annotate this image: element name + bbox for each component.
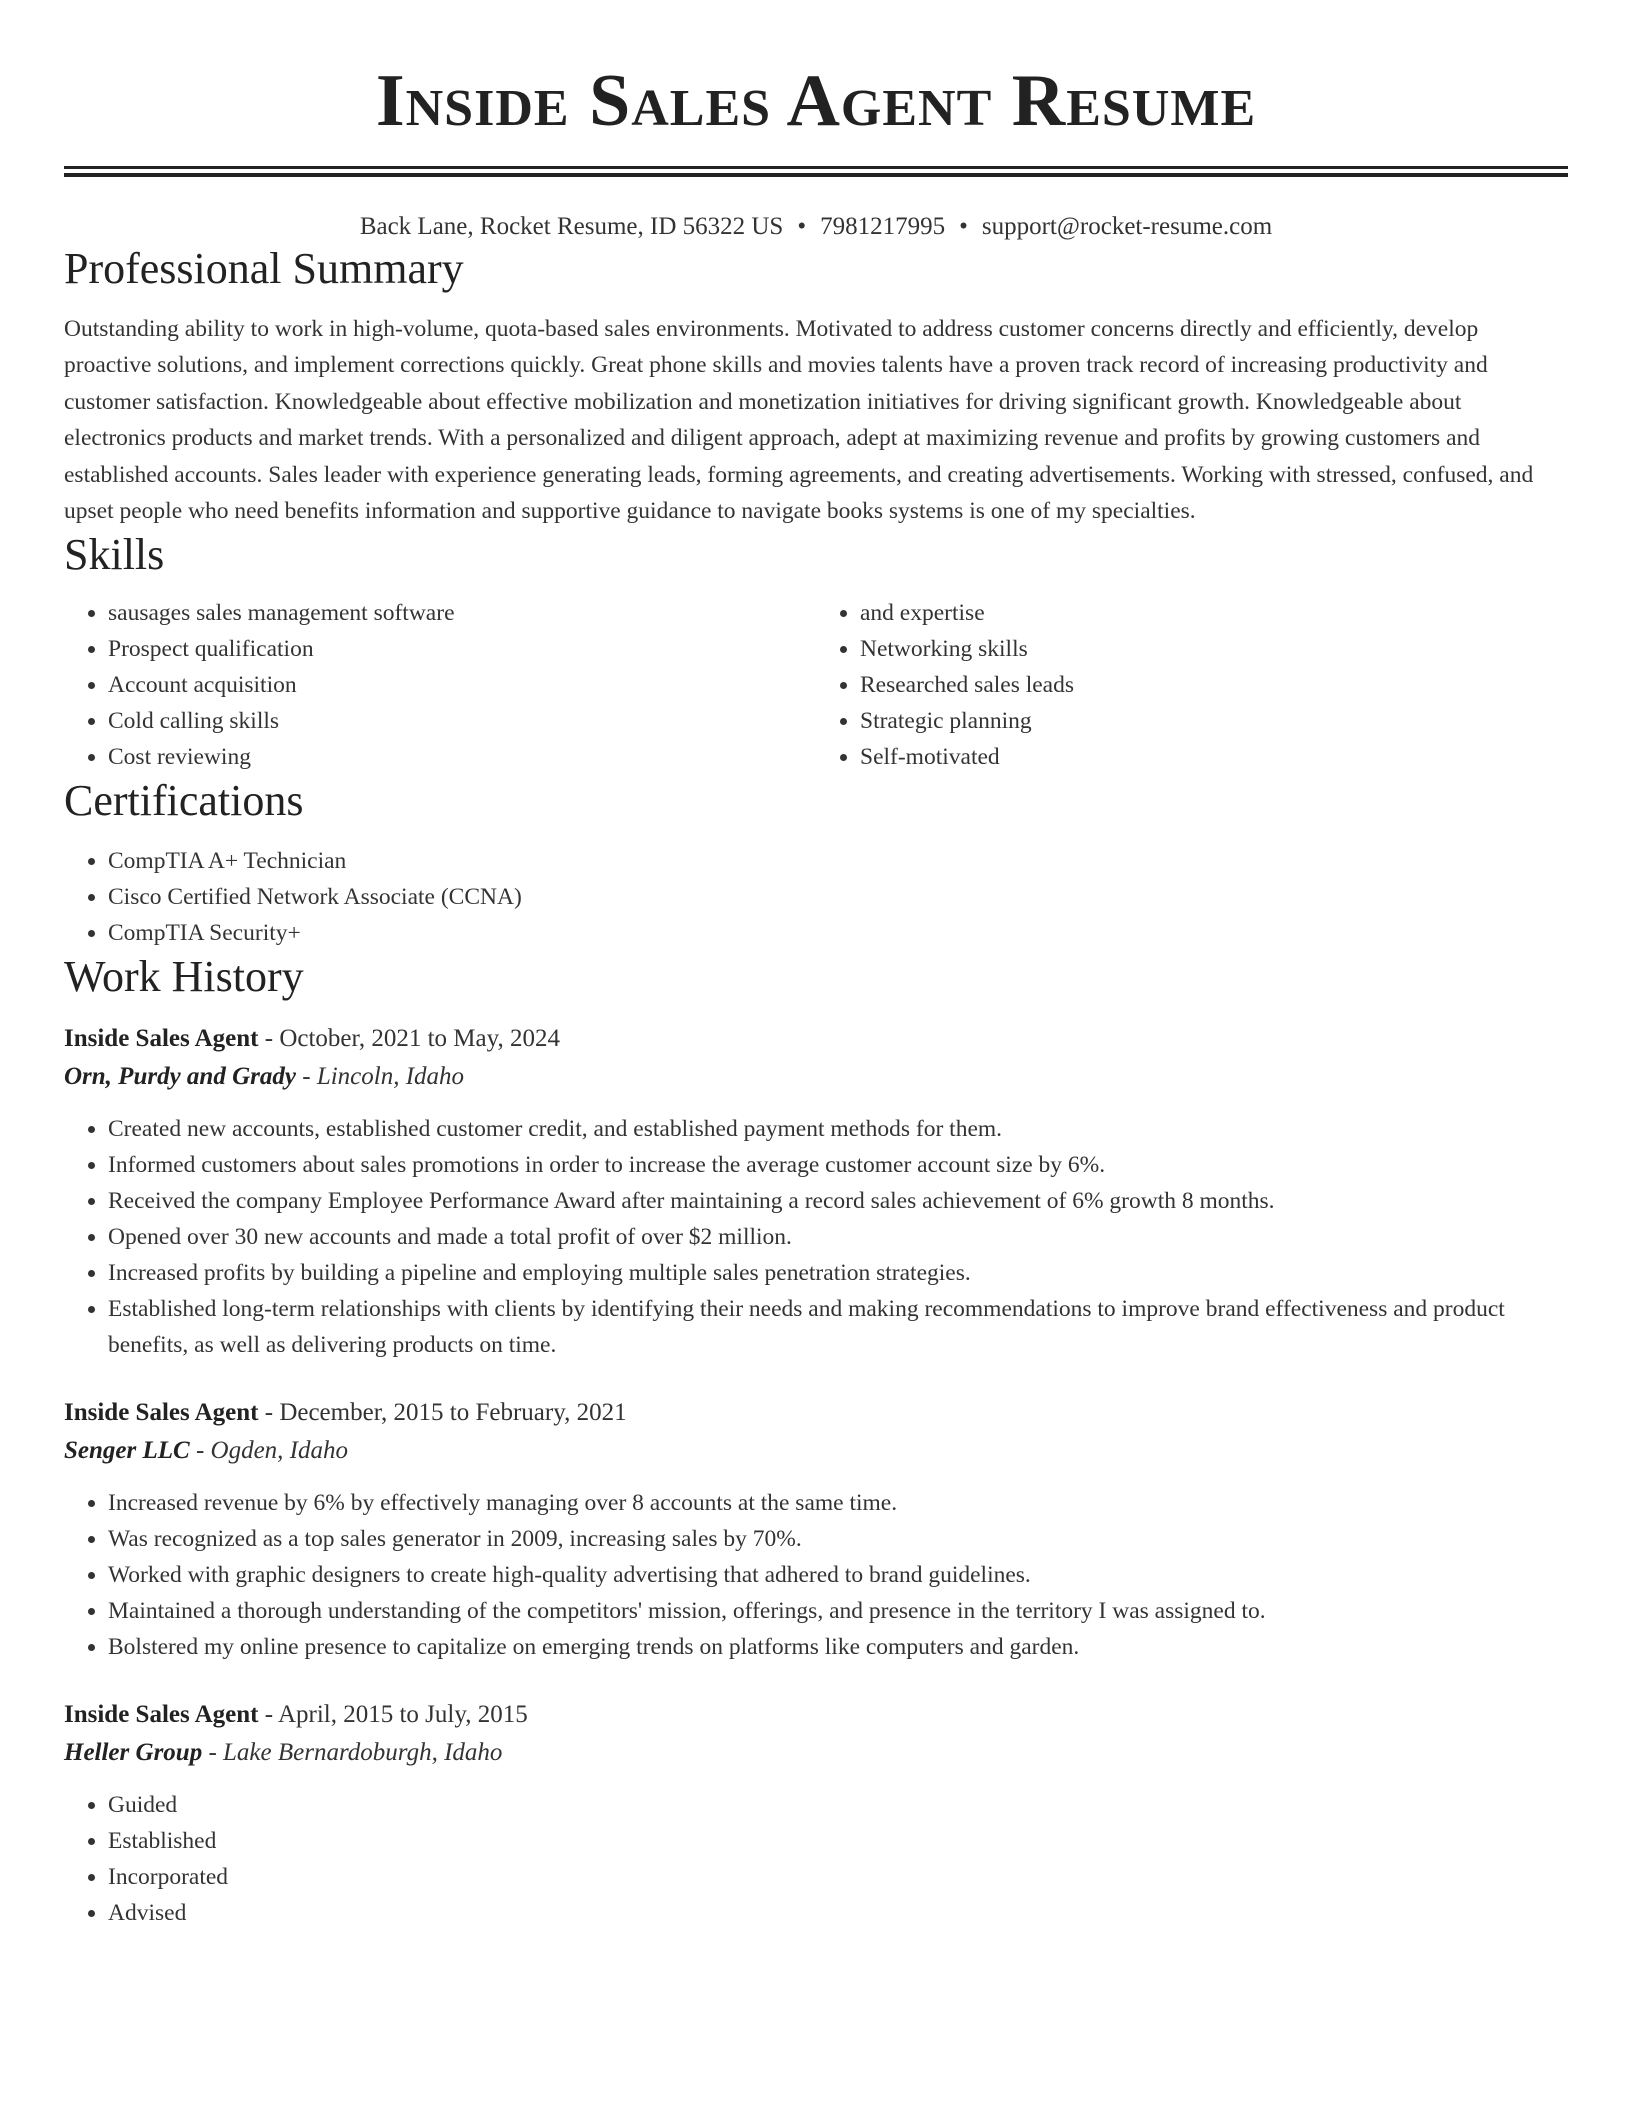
skill-item: • Prospect qualification bbox=[108, 631, 816, 667]
skill-item: • Cold calling skills bbox=[108, 703, 816, 739]
job-bullet: • Opened over 30 new accounts and made a total profit of over $2 million. bbox=[108, 1219, 1568, 1255]
job-bullet: • Created new accounts, established customer credit, and established payment methods for them. bbox=[108, 1111, 1568, 1147]
job-company: Orn, Purdy and Grady bbox=[64, 1063, 296, 1091]
job-entry bbox=[64, 1395, 1568, 1665]
skill-item: • and expertise bbox=[860, 595, 1568, 631]
job-company: Heller Group bbox=[64, 1739, 203, 1767]
job-company: Senger LLC bbox=[64, 1437, 190, 1465]
job-bullet: • Bolstered my online presence to capitalize on emerging trends on platforms like computers and garden. bbox=[108, 1629, 1568, 1665]
contact-email: support@rocket-resume.com bbox=[981, 213, 1273, 240]
certification-item: • CompTIA Security+ bbox=[108, 915, 1568, 951]
job-bullet: • Established long-term relationships with clients by identifying their needs and making recommendations to improve brand effectiveness and product benefits, as well as delivering products on time. bbox=[108, 1291, 1568, 1363]
title-divider bbox=[64, 166, 1568, 177]
job-dates: April, 2015 to July, 2015 bbox=[277, 1701, 528, 1729]
job-bullet: • Increased revenue by 6% by effectively managing over 8 accounts at the same time. bbox=[108, 1485, 1568, 1521]
job-header bbox=[64, 1021, 1568, 1057]
skills-column-right bbox=[816, 595, 1568, 775]
job-dates: December, 2015 to February, 2021 bbox=[279, 1399, 627, 1427]
contact-phone: 7981217995 bbox=[820, 213, 946, 240]
job-bullet: • Worked with graphic designers to create high-quality advertising that adhered to brand guidelines. bbox=[108, 1557, 1568, 1593]
job-entry bbox=[64, 1021, 1568, 1363]
job-role: Inside Sales Agent bbox=[64, 1701, 259, 1729]
job-company-line bbox=[64, 1431, 1568, 1471]
job-location: Ogden, Idaho bbox=[210, 1437, 349, 1465]
job-bullets bbox=[64, 1485, 1568, 1665]
job-bullets bbox=[64, 1787, 1568, 1931]
skill-item: • Self-motivated bbox=[860, 739, 1568, 775]
job-dates: October, 2021 to May, 2024 bbox=[279, 1025, 560, 1053]
job-bullet: • Was recognized as a top sales generator in 2009, increasing sales by 70%. bbox=[108, 1521, 1568, 1557]
job-bullet: • Increased profits by building a pipeline and employing multiple sales penetration strategies. bbox=[108, 1255, 1568, 1291]
job-dash: - bbox=[202, 1739, 224, 1767]
skill-item: • Cost reviewing bbox=[108, 739, 816, 775]
job-location: Lincoln, Idaho bbox=[316, 1063, 465, 1091]
job-dash: - bbox=[189, 1437, 211, 1465]
job-bullet: • Received the company Employee Performance Award after maintaining a record sales achievement of 6% growth 8 months. bbox=[108, 1183, 1568, 1219]
skill-item: • sausages sales management software bbox=[108, 595, 816, 631]
skill-item: • Networking skills bbox=[860, 631, 1568, 667]
resume-title: Inside Sales Agent Resume bbox=[375, 60, 1257, 142]
job-company-line bbox=[64, 1733, 1568, 1773]
job-bullet: • Advised bbox=[108, 1895, 1568, 1931]
job-location: Lake Bernardoburgh, Idaho bbox=[223, 1739, 503, 1767]
summary-heading: Professional Summary bbox=[64, 244, 464, 293]
job-header bbox=[64, 1395, 1568, 1431]
certification-item: • CompTIA A+ Technician bbox=[108, 843, 1568, 879]
job-dash: - bbox=[258, 1025, 280, 1053]
skill-item: • Strategic planning bbox=[860, 703, 1568, 739]
job-bullet: • Informed customers about sales promotions in order to increase the average customer account size by 6%. bbox=[108, 1147, 1568, 1183]
job-bullets bbox=[64, 1111, 1568, 1363]
job-dash: - bbox=[295, 1063, 317, 1091]
skill-item: • Account acquisition bbox=[108, 667, 816, 703]
job-bullet: • Established bbox=[108, 1823, 1568, 1859]
skills-grid bbox=[64, 595, 1568, 775]
job-bullet: • Incorporated bbox=[108, 1859, 1568, 1895]
skill-item: • Researched sales leads bbox=[860, 667, 1568, 703]
job-company-line bbox=[64, 1057, 1568, 1097]
job-role: Inside Sales Agent bbox=[64, 1399, 259, 1427]
job-header bbox=[64, 1697, 1568, 1733]
certification-item: • Cisco Certified Network Associate (CCNA) bbox=[108, 879, 1568, 915]
work-history-heading: Work History bbox=[64, 952, 304, 1002]
certifications-heading: Certifications bbox=[64, 776, 304, 826]
job-dash: - bbox=[258, 1399, 280, 1427]
job-role: Inside Sales Agent bbox=[64, 1025, 259, 1053]
contact-address: Back Lane, Rocket Resume, ID 56322 US bbox=[359, 213, 784, 240]
contact-line bbox=[64, 211, 1568, 243]
job-dash: - bbox=[258, 1701, 278, 1729]
skills-column-left bbox=[64, 595, 816, 775]
job-bullet: • Maintained a thorough understanding of the competitors' mission, offerings, and presence in the territory I was assigned to. bbox=[108, 1593, 1568, 1629]
summary-text: Outstanding ability to work in high-volume, quota-based sales environments. Motivated to address customer concerns directly and efficiently, develop proactive solutions, and implement corrections quickly. Great phone skills and movies talents have a proven track record of increasing productivity and customer satisfaction. Knowledgeable about effective mobilization and monetization initiatives for driving significant growth. Knowledgeable about electronics products and market trends. With a personalized and diligent approach, adept at maximizing revenue and profits by growing customers and established accounts. Sales leader with experience generating leads, forming agreements, and creating advertisements. Working with stressed, confused, and upset people who need benefits information and supportive guidance to navigate books systems is one of my specialties. bbox=[64, 316, 1534, 525]
certifications-list bbox=[64, 843, 1568, 951]
job-entry bbox=[64, 1697, 1568, 1931]
contact-separator: • bbox=[959, 213, 968, 240]
job-bullet: • Guided bbox=[108, 1787, 1568, 1823]
skills-heading: Skills bbox=[64, 530, 165, 580]
contact-separator: • bbox=[797, 213, 807, 240]
